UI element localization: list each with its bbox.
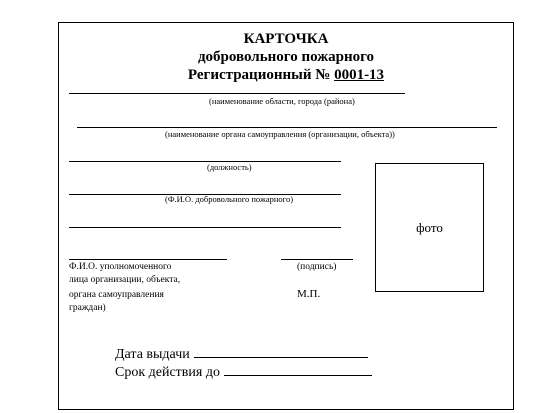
- signature-caption: (подпись): [297, 262, 337, 272]
- registration-number: 0001-13: [334, 67, 385, 83]
- authorized-name-line: [69, 259, 227, 260]
- card-title: КАРТОЧКА: [243, 31, 329, 47]
- position-field-caption: (должность): [207, 162, 252, 172]
- organ-field-line: [77, 127, 497, 128]
- position-field-line: [69, 161, 341, 162]
- region-field-line: [69, 93, 405, 94]
- issue-date-blank: [194, 344, 368, 358]
- stamp-label: М.П.: [297, 288, 321, 300]
- volunteer-firefighter-card: [58, 22, 514, 410]
- name-field-caption: (Ф.И.О. добровольного пожарного): [165, 194, 294, 204]
- card-header: [59, 30, 513, 84]
- valid-until-blank: [224, 362, 372, 376]
- valid-until-row: [115, 362, 372, 382]
- issue-date-row: [115, 344, 368, 364]
- registration-prefix: Регистрационный №: [187, 67, 331, 83]
- photo-label: фото: [416, 219, 443, 235]
- photo-frame: [375, 163, 484, 292]
- authorized-person-line: лица организации, объекта,: [69, 275, 181, 285]
- region-field-caption: (наименование области, города (района): [209, 96, 355, 106]
- authorized-person-line: Ф.И.О. уполномоченного: [69, 262, 172, 272]
- valid-until-label: Срок действия до: [115, 365, 220, 380]
- authorized-person-line: органа самоуправления: [69, 290, 164, 300]
- organ-field-caption: (наименование органа самоуправления (организации, объекта)): [165, 129, 395, 139]
- issue-date-label: Дата выдачи: [115, 347, 190, 362]
- authorized-person-line: граждан): [69, 303, 106, 313]
- signature-line: [281, 259, 353, 260]
- authorized-person-caption: [69, 261, 180, 315]
- extra-field-line: [69, 227, 341, 228]
- registration-line: [59, 66, 513, 84]
- card-subtitle: добровольного пожарного: [197, 49, 375, 65]
